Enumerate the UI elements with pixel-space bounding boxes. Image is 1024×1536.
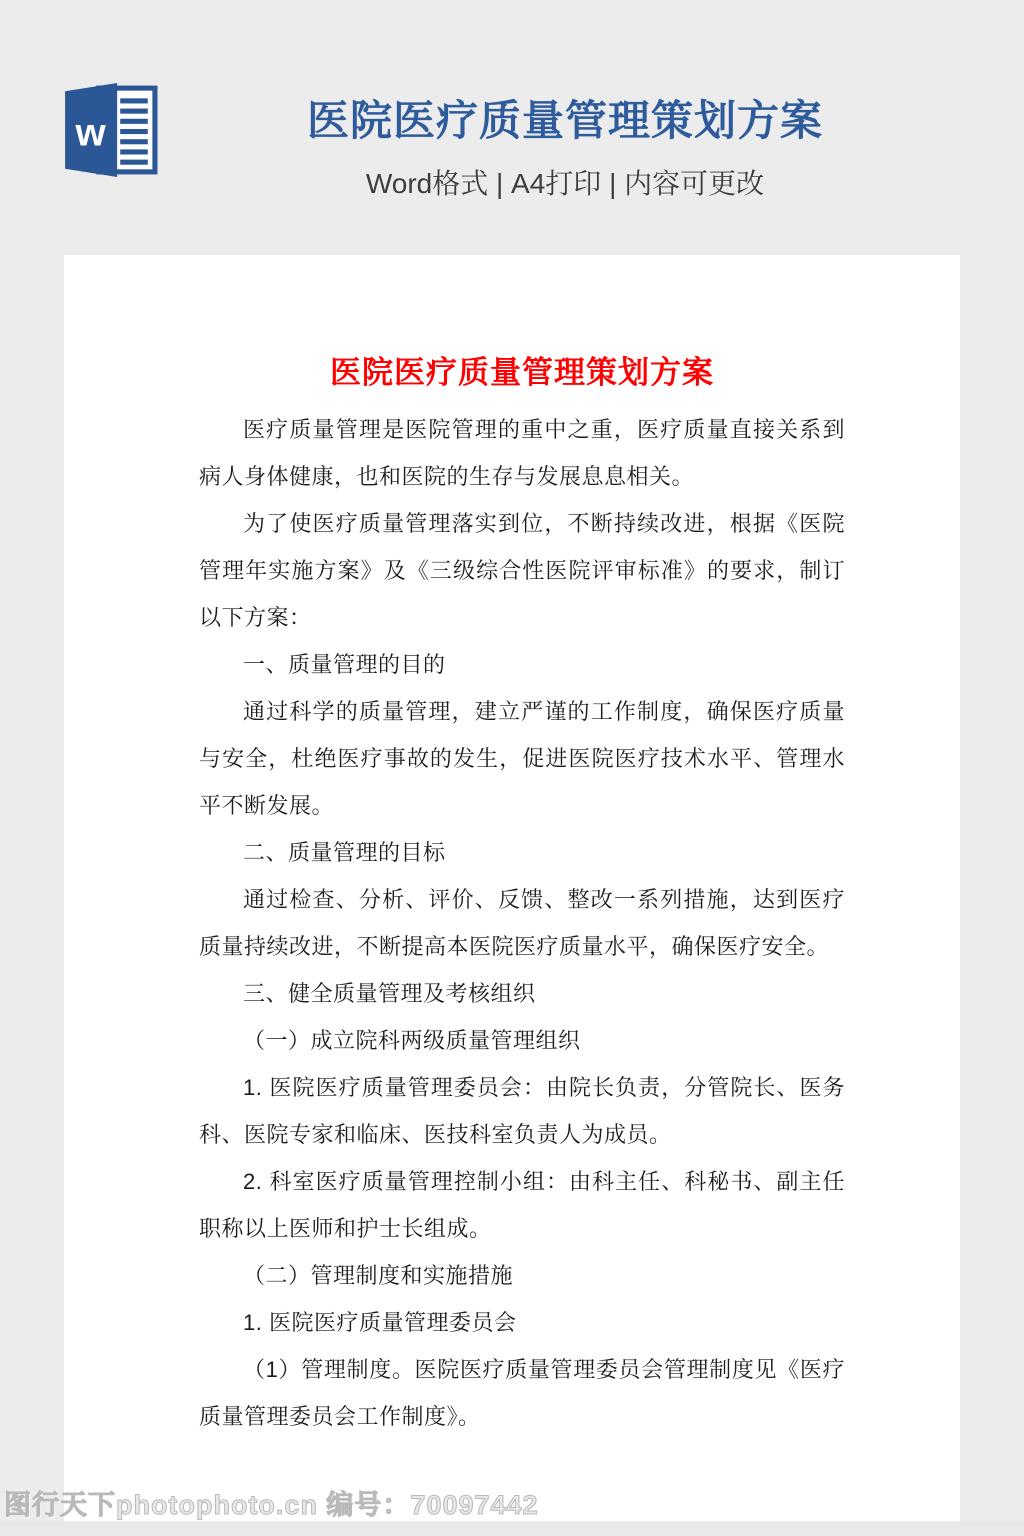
header-title: 医院医疗质量管理策划方案 — [306, 97, 824, 144]
header-text-block — [307, 88, 823, 202]
paragraph: （1）管理制度。医院医疗质量管理委员会管理制度见《医疗质量管理委员会工作制度》。 — [199, 1357, 845, 1429]
paragraph: 一、质量管理的目的 — [243, 652, 446, 677]
document-body — [199, 406, 845, 1440]
paragraph: 为了使医疗质量管理落实到位，不断持续改进，根据《医院管理年实施方案》及《三级综合性医院评审标准》的要求，制订以下方案： — [199, 511, 845, 630]
document-title: 医院医疗质量管理策划方案 — [330, 355, 714, 390]
paragraph: 医疗质量管理是医院管理的重中之重，医疗质量直接关系到病人身体健康，也和医院的生存与发展息息相关。 — [199, 417, 845, 489]
document-content — [64, 255, 960, 1440]
paragraph: （二）管理制度和实施措施 — [243, 1263, 514, 1288]
paragraph: 三、健全质量管理及考核组织 — [243, 981, 536, 1006]
paragraph: （一）成立院科两级质量管理组织 — [243, 1028, 581, 1053]
paragraph: 通过科学的质量管理，建立严谨的工作制度，确保医疗质量与安全，杜绝医疗事故的发生，促进医院医疗技术水平、管理水平不断发展。 — [199, 699, 845, 818]
bottom-strip — [0, 1521, 1024, 1536]
header — [0, 0, 1024, 255]
word-icon — [62, 82, 158, 178]
svg-text:w: w — [75, 111, 106, 155]
document-page — [64, 255, 960, 1521]
paragraph: 1. 医院医疗质量管理委员会 — [243, 1310, 517, 1335]
paragraph: 2. 科室医疗质量管理控制小组：由科主任、科秘书、副主任职称以上医师和护士长组成。 — [199, 1169, 845, 1241]
paragraph: 通过检查、分析、评价、反馈、整改一系列措施，达到医疗质量持续改进，不断提高本医院医疗质量水平，确保医疗安全。 — [199, 887, 845, 959]
paragraph: 二、质量管理的目标 — [243, 840, 446, 865]
paragraph: 1. 医院医疗质量管理委员会：由院长负责，分管院长、医务科、医院专家和临床、医技科室负责人为成员。 — [199, 1075, 845, 1147]
header-subtitle: Word格式 | A4打印 | 内容可更改 — [365, 168, 765, 199]
watermark-text: 图行天下photophoto.cn 编号：70097442 — [4, 1490, 539, 1520]
